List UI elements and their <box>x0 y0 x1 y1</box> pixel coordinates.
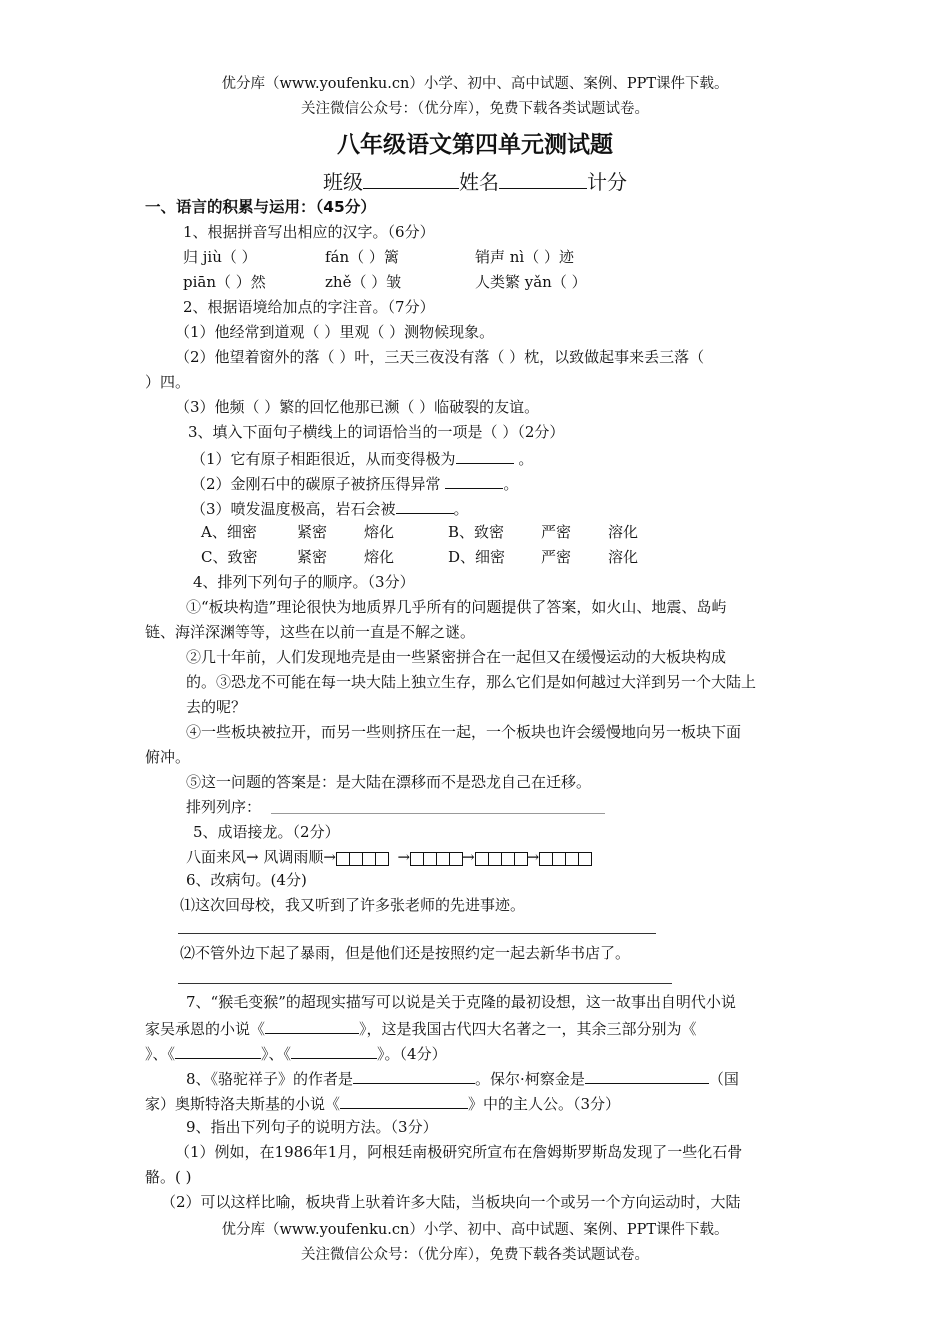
q3-text-end: 。 <box>518 450 534 468</box>
q1-item: piān（ ）然 <box>183 273 266 291</box>
q1-item: 归 jiù（ ） <box>183 248 257 266</box>
q5-chain <box>186 847 591 868</box>
q9-sentence-2a: （2）可以这样比喻，板块背上驮着许多大陆，当板块向一个或另一个方向运动时，大陆 <box>161 1193 741 1211</box>
q4-stem: 4、排列下列句子的顺序。（3分） <box>193 573 415 591</box>
q1-item: 销声 nì（ ）迹 <box>475 248 574 266</box>
q3-text: （3）喷发温度极高，岩石会被 <box>191 500 396 518</box>
q1-row-2 <box>183 272 587 292</box>
q2-stem: 2、根据语境给加点的字注音。（7分） <box>183 298 435 316</box>
name-label: 姓名 <box>459 170 499 194</box>
idiom-start: 八面来风→ <box>186 848 259 866</box>
q4-sentence-2c: 去的呢？ <box>186 698 247 716</box>
q3-options-row-1 <box>201 522 638 542</box>
q9-stem: 9、指出下列句子的说明方法。（3分） <box>186 1118 438 1136</box>
q8-text: 。保尔·柯察金是 <box>475 1070 585 1088</box>
arrow-icon: → <box>397 848 411 866</box>
q3-options-row-2 <box>201 547 638 567</box>
class-field[interactable] <box>363 172 459 189</box>
q3-text: （1）它有原子相距很近，从而变得极为 <box>191 450 456 468</box>
q1-stem: 1、根据拼音写出相应的汉字。（6分） <box>183 223 435 241</box>
idiom-boxes-3[interactable] <box>475 848 527 868</box>
q6-answer-line-2[interactable] <box>178 983 672 984</box>
section-heading: 一、语言的积累与运用：（45分） <box>145 198 376 216</box>
q8-blank-2[interactable] <box>585 1067 709 1084</box>
q2-item-1: （1）他经常到道观（ ）里观（ ）测物候现象。 <box>175 323 495 341</box>
q4-answer-label: 排列列序： <box>186 798 262 816</box>
footer-line-2: 关注微信公众号：（优分库），免费下载各类试题试卷。 <box>301 1247 649 1263</box>
q3-option-word: 严密 <box>541 548 572 566</box>
q6-sentence-2: ⑵不管外边下起了暴雨，但是他们还是按照约定一起去新华书店了。 <box>180 944 631 962</box>
q6-stem: 6、改病句。(4分) <box>186 871 307 889</box>
q7-text: 家吴承恩的小说《 <box>145 1020 266 1038</box>
q6-answer-line-1[interactable] <box>178 933 656 934</box>
q3-option-word: 紧密 <box>297 548 328 566</box>
q3-stem: 3、填入下面句子横线上的词语恰当的一项是（ ）（2分） <box>188 423 565 441</box>
q4-sentence-4b: 俯冲。 <box>145 748 191 766</box>
q7-line-1: 7、“猴毛变猴”的超现实描写可以说是关于克隆的最初设想，这一故事出自明代小说 <box>186 993 736 1011</box>
q7-line-3 <box>145 1042 447 1064</box>
q4-answer-line[interactable] <box>271 813 605 814</box>
q4-sentence-2b: 的。③恐龙不可能在每一块大陆上独立生存，那么它们是如何越过大洋到另一个大陆上 <box>186 673 757 691</box>
class-label: 班级 <box>323 170 363 194</box>
q1-item: fán（ ）篱 <box>325 248 399 266</box>
q3-text: （2）金刚石中的碳原子被挤压得异常 <box>191 475 441 493</box>
q8-blank-1[interactable] <box>353 1067 475 1084</box>
header-line-2: 关注微信公众号：（优分库），免费下载各类试题试卷。 <box>301 101 649 117</box>
q3-option: D、细密 <box>448 548 506 566</box>
q9-sentence-1a: （1）例如，在1986年1月，阿根廷南极研究所宣布在詹姆斯罗斯岛发现了一些化石骨 <box>175 1143 743 1161</box>
q3-option-word: 紧密 <box>297 523 328 541</box>
q3-option-word: 溶化 <box>608 548 639 566</box>
q4-sentence-1b: 链、海洋深渊等等，这些在以前一直是不解之谜。 <box>145 623 476 641</box>
q3-blank-1[interactable] <box>456 447 514 464</box>
header-line-1: 优分库（www.youfenku.cn）小学、初中、高中试题、案例、PPT课件下载。 <box>221 76 729 92</box>
q7-line-2 <box>145 1017 697 1039</box>
q3-blank-2[interactable] <box>445 472 503 489</box>
q8-text: 》中的主人公。（3分） <box>468 1095 621 1113</box>
q1-item: 人类繁 yǎn（ ） <box>475 273 587 291</box>
q8-text: 8、《骆驼祥子》的作者是 <box>186 1070 354 1088</box>
q7-blank-2[interactable] <box>175 1042 261 1059</box>
q7-blank-3[interactable] <box>291 1042 377 1059</box>
q8-line-1 <box>186 1067 739 1089</box>
q3-sentence-3 <box>191 497 469 519</box>
q3-option-word: 严密 <box>541 523 572 541</box>
q4-sentence-1a: ①“板块构造”理论很快为地质界几乎所有的问题提供了答案，如火山、地震、岛屿 <box>186 598 727 616</box>
page-title: 八年级语文第四单元测试题 <box>337 132 613 158</box>
q3-option-word: 熔化 <box>364 548 395 566</box>
q4-sentence-2a: ②几十年前，人们发现地壳是由一些紧密拼合在一起但又在缓慢运动的大板块构成 <box>186 648 727 666</box>
q6-sentence-1: ⑴这次回母校，我又听到了许多张老师的先进事迹。 <box>180 896 526 914</box>
q2-item-2-cont: ）四。 <box>145 373 191 391</box>
q3-option: C、致密 <box>201 548 258 566</box>
q7-text: 》、《 <box>145 1045 176 1063</box>
q3-text-end: 。 <box>453 500 469 518</box>
q3-text-end: 。 <box>503 475 519 493</box>
q3-sentence-2 <box>191 472 518 494</box>
q8-line-2 <box>145 1092 620 1114</box>
q3-option: B、致密 <box>448 523 505 541</box>
q3-blank-3[interactable] <box>396 497 454 514</box>
q1-row-1 <box>183 247 574 267</box>
q5-stem: 5、成语接龙。（2分） <box>193 823 340 841</box>
idiom-boxes-2[interactable] <box>410 848 462 868</box>
q8-text: （国 <box>708 1070 739 1088</box>
q3-sentence-1 <box>191 447 533 469</box>
idiom-boxes-1[interactable] <box>336 848 388 868</box>
q2-item-3: （3）他频（ ）繁的回忆他那已濒（ ）临破裂的友谊。 <box>175 398 540 416</box>
footer-line-1: 优分库（www.youfenku.cn）小学、初中、高中试题、案例、PPT课件下载。 <box>221 1222 729 1238</box>
q4-sentence-5: ⑤这一问题的答案是：是大陆在漂移而不是恐龙自己在迁移。 <box>186 773 592 791</box>
q3-option-word: 熔化 <box>364 523 395 541</box>
q9-sentence-1b: 骼。( ) <box>145 1168 192 1186</box>
q7-blank-1[interactable] <box>265 1017 359 1034</box>
q8-blank-3[interactable] <box>340 1092 468 1109</box>
arrow-icon: → <box>462 848 475 866</box>
q1-item: zhě（ ）皱 <box>325 273 402 291</box>
score-label: 计分 <box>587 170 627 194</box>
q8-text: 家）奥斯特洛夫斯基的小说《 <box>145 1095 341 1113</box>
idiom-boxes-4[interactable] <box>539 848 591 868</box>
q2-item-2: （2）他望着窗外的落（ ）叶，三天三夜没有落（ ）枕，以致做起事来丢三落（ <box>175 348 705 366</box>
q4-sentence-4a: ④一些板块被拉开，而另一些则挤压在一起，一个板块也许会缓慢地向另一板块下面 <box>186 723 742 741</box>
name-field[interactable] <box>499 172 587 189</box>
q7-text: 》。（4分） <box>377 1045 447 1063</box>
idiom-second: 风调雨顺→ <box>263 848 336 866</box>
q3-option: A、细密 <box>201 523 257 541</box>
student-info-line <box>0 169 950 195</box>
q7-text: 》、《 <box>261 1045 292 1063</box>
arrow-icon: → <box>526 848 540 866</box>
q3-option-word: 溶化 <box>608 523 639 541</box>
q7-text: 》，这是我国古代四大名著之一，其余三部分别为《 <box>359 1020 697 1038</box>
